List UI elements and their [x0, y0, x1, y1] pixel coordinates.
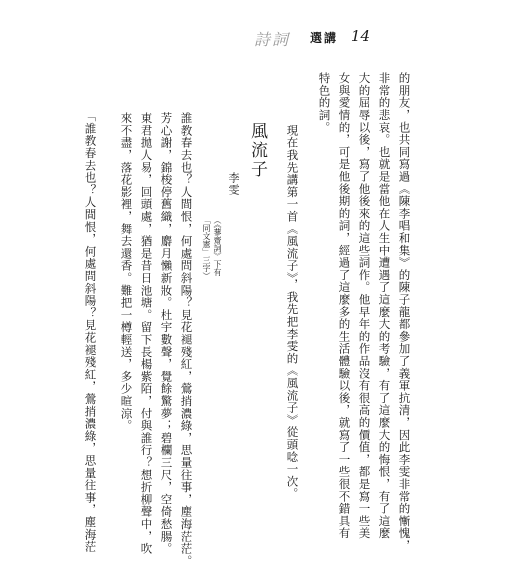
prose-column: 現在我先講第一首《風流子》，我先把李雯的《風流子》從頭唸一次。	[285, 112, 300, 500]
prose-column: 特色的詞。	[317, 72, 332, 134]
prose-column: 非常的悲哀。也就是當他在人生中遭遇了這麼大的考驗，有了這麼大的悔恨，有了這麼	[377, 72, 392, 540]
reading-line: 「誰教春去也？人間恨，何處問斜陽？見花褪殘紅，鶯捎濃綠，思量往事，塵海茫	[83, 110, 98, 553]
poem-line: 芳心謝，錦梭停舊織，麝月懶新妝。杜宇數聲，覺餘驚夢；碧欄三尺，空倚愁腸。	[159, 112, 174, 555]
book-brand-logo: 詩詞	[253, 30, 290, 49]
prose-column: 的朋友，也共同寫過《陳李唱和集》的陳子龍都參加了義軍抗清，因此李雯非常的慚愧，	[397, 72, 412, 552]
page-number: 14	[350, 27, 370, 45]
poem-note: （《蓼齋詞》下有	[213, 216, 222, 276]
poem-line: 誰教春去也？人間恨，何處問斜陽？見花褪殘紅，鶯捎濃綠，思量往事，塵海茫茫。	[179, 112, 194, 567]
section-title: 選講	[309, 31, 338, 45]
poem-line: 東君拋人易，回頭處，猶是昔日池塘。留下長楊紫陌，付與誰行？想折柳聲中，吹	[139, 112, 154, 555]
prose-column: 大的屈辱以後，寫了他後來的這些詞作。他早年的作品沒有很高的價值，都是寫一些美	[357, 72, 372, 540]
poem-note: 「同文憲」三字）	[202, 216, 211, 280]
poem-line: 來不盡，落花影裡，舞去還香。難把一樽輕送，多少暄涼。	[119, 112, 134, 432]
poem-author: 李雯	[227, 172, 240, 196]
poem-title: 風流子	[247, 122, 267, 179]
prose-column: 女與愛情的，可是他後期的詞，經過了這麼多的生活體驗以後，就寫了一些很不錯具有	[337, 72, 352, 540]
